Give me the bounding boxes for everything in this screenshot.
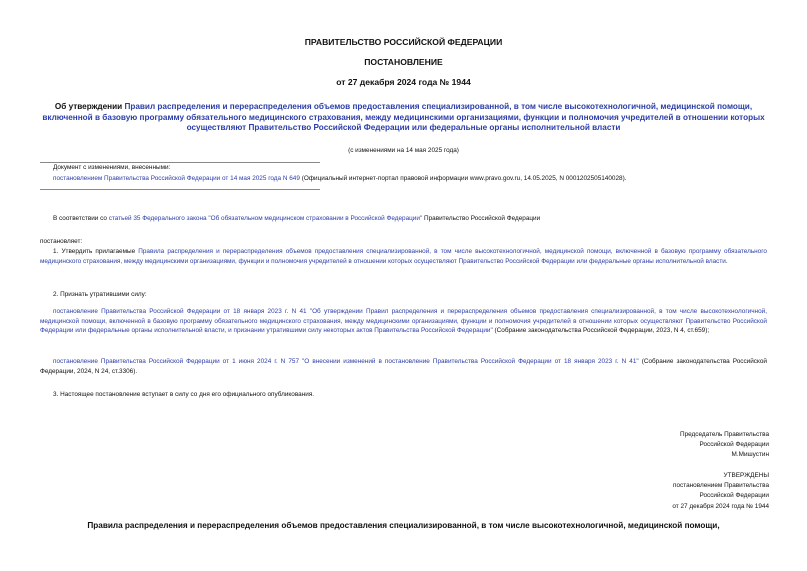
document-type: ПОСТАНОВЛЕНИЕ (364, 57, 443, 67)
amendment-source: (Официальный интернет-портал правовой информации www.pravo.gov.ru, 14.05.2025, N 0001202505140028). (299, 175, 627, 182)
amendments-note: (с изменениями на 14 мая 2025 года) (348, 147, 459, 154)
intro-suffix: Правительство Российской Федерации (422, 215, 541, 222)
law-article-link[interactable]: статьей 35 Федерального закона "Об обязательном медицинском страховании в Российской Федерации" (108, 215, 423, 222)
intro-paragraph (53, 214, 773, 224)
intro-prefix: В соответствии со (53, 215, 109, 222)
repealed-item-1 (40, 307, 767, 336)
approved-heading: УТВЕРЖДЕНЫ (723, 472, 769, 479)
amendments-box-header: Документ с изменениями, внесенными: (53, 164, 171, 171)
repealed-decree-41-link[interactable]: постановление Правительства Российской Федерации от 18 января 2023 г. N 41 "Об утверждении Правил распределения и перераспределения объемов предоставления специализированной, в том числе высокотехнологичной, медицинской помощи, включенной в базовую программу обязательного медицинского страхования, между медицинскими организациями, функции и полномочия учредителей в отношении которых осуществляют Правительство Российской Федерации или федеральные органы исполнительной власти, и признании утратившими силу некоторых актов Правительства Российской Федерации" (40, 308, 767, 335)
signature-country: Российской Федерации (699, 441, 769, 449)
government-heading: ПРАВИТЕЛЬСТВО РОССИЙСКОЙ ФЕДЕРАЦИИ (304, 37, 503, 47)
signature-name: М.Мишустин (731, 451, 769, 459)
title-rules-link[interactable]: Правил распределения и перераспределения объемов предоставления специализированной, в том числе высокотехнологичной, медицинской помощи, включенной в базовую программу обязательного медицинского страхования, между медицинскими организациями, функции и полномочия учредителей в отношении которых осуществляют Правительство Российской Федерации или федеральные органы исполнительной власти (42, 102, 765, 133)
paragraph-3: 3. Настоящее постановление вступает в силу со дня его официального опубликования. (53, 391, 315, 398)
decrees-word: постановляет: (40, 238, 83, 245)
paragraph-1-rules-link[interactable]: Правила распределения и перераспределения объемов предоставления специализированной, в том числе высокотехнологичной, медицинской помощи, включенной в базовую программу обязательного медицинского страхования, между медицинскими организациями, функции и полномочия учредителей в отношении которых осуществляют Правительство Российской Федерации или федеральные органы исполнительной власти (40, 248, 767, 265)
repealed-item-2 (40, 357, 767, 376)
approved-block (529, 471, 769, 512)
repealed-decree-757-link[interactable]: постановление Правительства Российской Федерации от 1 июня 2024 г. N 757 "О внесении изменений в постановление Правительства Российской Федерации от 18 января 2023 г. N 41" (53, 358, 639, 365)
document-title (40, 102, 767, 134)
repealed-item-1-source: (Собрание законодательства Российской Федерации, 2023, N 4, ст.659); (492, 327, 710, 335)
amendments-bottom-rule (40, 189, 320, 190)
approved-country: Российской Федерации (699, 492, 769, 500)
rules-title: Правила распределения и перераспределения объемов предоставления специализированной, в том числе высокотехнологичной, медицинской помощи, (87, 521, 720, 530)
approved-by: постановлением Правительства (673, 482, 769, 490)
paragraph-1-suffix: . (725, 257, 728, 265)
approved-date: от 27 декабря 2024 года № 1944 (672, 502, 769, 510)
signature-position: Председатель Правительства (680, 431, 769, 438)
signature-block (529, 430, 769, 461)
paragraph-1-prefix: 1. Утвердить прилагаемые (53, 248, 139, 255)
paragraph-2: 2. Признать утратившими силу: (53, 291, 147, 298)
repealed-item-2-source: (Собрание законодательства Российской Федерации, 2024, N 24, ст.3306). (40, 358, 767, 375)
amendment-link[interactable]: постановлением Правительства Российской Федерации от 14 мая 2025 года N 649 (53, 175, 300, 182)
amendments-entry (53, 174, 773, 184)
title-prefix: Об утверждении (54, 102, 125, 111)
document-date-number: от 27 декабря 2024 года № 1944 (336, 77, 471, 87)
paragraph-1 (40, 247, 767, 266)
